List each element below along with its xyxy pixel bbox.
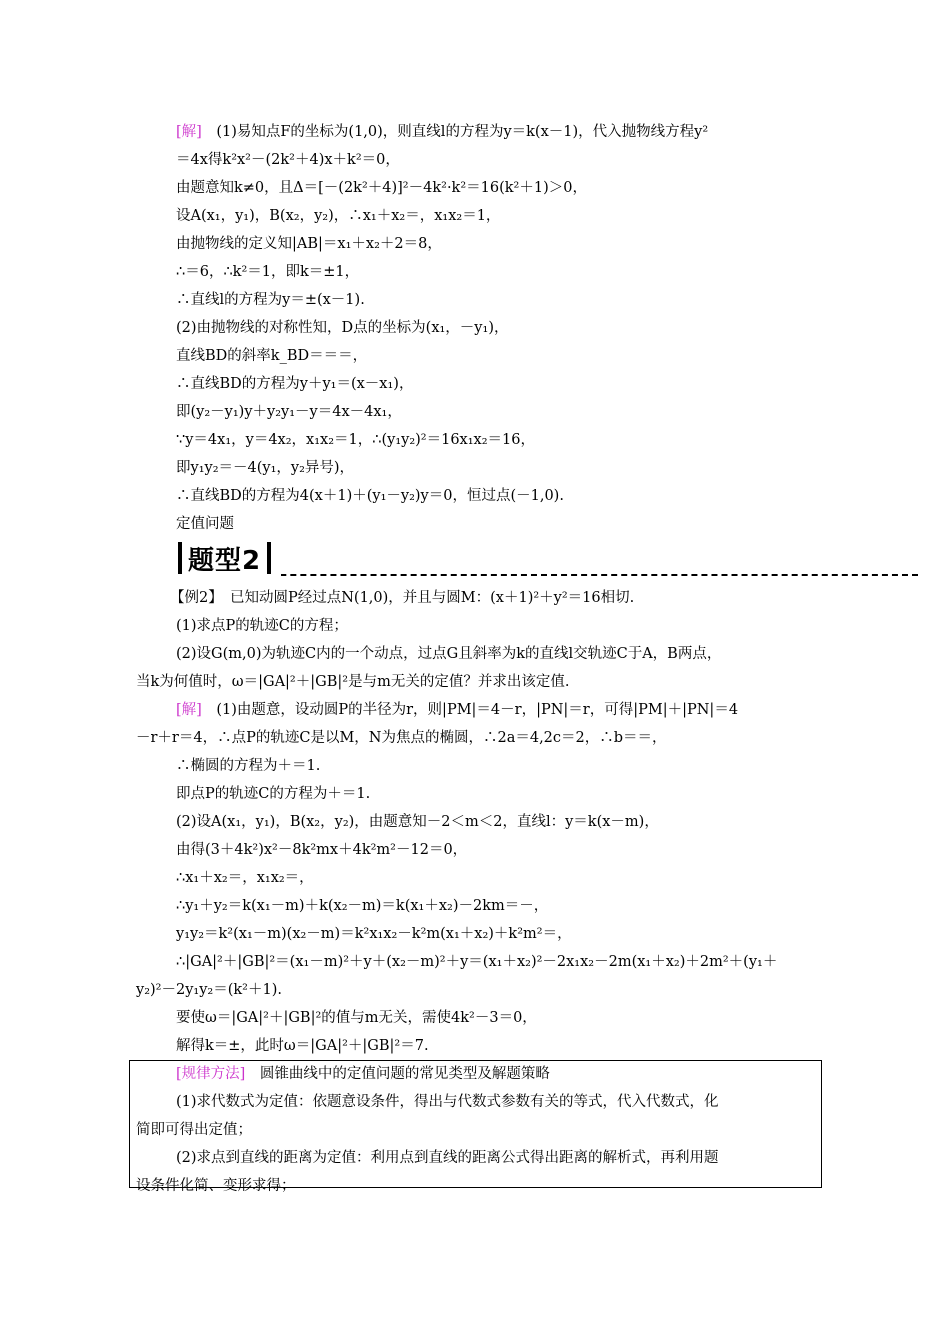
label-tag: [解]: [176, 702, 202, 718]
line-text: 即y₁y₂＝－4(y₁，y₂异号)，: [176, 460, 355, 476]
text-line-l16: [170, 588, 634, 608]
text-line-l35: [136, 1120, 252, 1140]
line-text: 简即可得出定值；: [136, 1122, 252, 1138]
text-line-l08: [176, 318, 508, 338]
line-text: 当k为何值时，ω＝|GA|²＋|GB|²是与m无关的定值？并求出该定值.: [136, 674, 570, 690]
text-line-l02: [176, 150, 400, 170]
heading-right-bar: [267, 542, 271, 574]
line-text: 圆锥曲线中的定值问题的常见类型及解题策略: [245, 1066, 550, 1082]
line-text: (2)求点到直线的距离为定值：利用点到直线的距离公式得出距离的解析式，再利用题: [176, 1150, 719, 1166]
text-line-l14: [176, 486, 564, 506]
section-heading-text: 题型2: [188, 545, 262, 576]
text-line-l20: [176, 700, 738, 720]
line-text: y₁y₂＝k²(x₁－m)(x₂－m)＝k²x₁x₂－k²m(x₁＋x₂)＋k²m²＝，: [176, 926, 572, 942]
line-text: 【例2】 已知动圆P经过点N(1,0)，并且与圆M：(x＋1)²＋y²＝16相切.: [170, 590, 635, 606]
line-text: 解得k＝±，此时ω＝|GA|²＋|GB|²＝7.: [176, 1038, 429, 1054]
text-line-l15: [176, 514, 234, 534]
text-line-l11: [176, 402, 402, 422]
text-line-l29: [176, 952, 777, 972]
text-line-l22: [176, 756, 320, 776]
text-line-l07: [176, 290, 365, 310]
line-text: 即点P的轨迹C的方程为＋＝1.: [176, 786, 371, 802]
text-line-l30: [136, 980, 282, 1000]
line-text: 定值问题: [176, 516, 234, 532]
text-line-l23: [176, 784, 370, 804]
text-line-l01: [176, 122, 708, 142]
label-tag: [规律方法]: [176, 1066, 246, 1082]
text-line-l26: [176, 868, 314, 888]
text-line-l19: [136, 672, 569, 692]
text-line-l13: [176, 458, 354, 478]
line-text: (2)设G(m,0)为轨迹C内的一个动点，过点G且斜率为k的直线l交轨迹C于A，B两点，: [176, 646, 722, 662]
line-text: (2)由抛物线的对称性知，D点的坐标为(x₁，－y₁)，: [176, 320, 509, 336]
text-line-l03: [176, 178, 587, 198]
line-text: (1)求代数式为定值：依题意设条件，得出与代数式参数有关的等式，代入代数式，化: [176, 1094, 719, 1110]
text-line-l10: [176, 374, 413, 394]
text-line-l05: [176, 234, 442, 254]
line-text: 设条件化简、变形求得；: [136, 1178, 296, 1194]
line-text: ∴y₁＋y₂＝k(x₁－m)＋k(x₂－m)＝k(x₁＋x₂)－2km＝－，: [176, 898, 549, 914]
line-text: ∴|GA|²＋|GB|²＝(x₁－m)²＋y＋(x₂－m)²＋y＝(x₁＋x₂)²－2x₁x₂－2m(x₁＋x₂)＋2m²＋(y₁＋: [176, 954, 778, 970]
text-line-l32: [176, 1036, 429, 1056]
text-line-l24: [176, 812, 659, 832]
line-text: ∴直线BD的方程为y＋y₁＝(x－x₁)，: [176, 376, 414, 392]
text-line-l28: [176, 924, 572, 944]
section-dashed-rule: [170, 574, 918, 576]
line-text: 由题意知k≠0，且Δ＝[－(2k²＋4)]²－4k²·k²＝16(k²＋1)＞0，: [176, 180, 587, 196]
text-line-l04: [176, 206, 500, 226]
text-line-l36: [176, 1148, 719, 1168]
line-text: ＝4x得k²x²－(2k²＋4)x＋k²＝0，: [176, 152, 400, 168]
text-line-l18: [176, 644, 721, 664]
line-text: (2)设A(x₁，y₁)，B(x₂，y₂)，由题意知－2＜m＜2，直线l：y＝k(x－m)，: [176, 814, 659, 830]
heading-left-bar: [178, 542, 182, 574]
text-line-l09: [176, 346, 367, 366]
text-line-l17: [176, 616, 348, 636]
label-tag: [解]: [176, 124, 202, 140]
text-line-l34: [176, 1092, 719, 1112]
text-line-l31: [176, 1008, 537, 1028]
section-heading: [168, 540, 281, 576]
line-text: ∴＝6，∴k²＝1，即k＝±1，: [176, 264, 360, 280]
text-line-l12: [176, 430, 535, 450]
line-text: 由抛物线的定义知|AB|＝x₁＋x₂＋2＝8，: [176, 236, 442, 252]
line-text: 由得(3＋4k²)x²－8k²mx＋4k²m²－12＝0，: [176, 842, 468, 858]
line-text: 设A(x₁，y₁)，B(x₂，y₂)，∴x₁＋x₂＝，x₁x₂＝1，: [176, 208, 501, 224]
text-line-l33: [176, 1064, 550, 1084]
text-line-l27: [176, 896, 548, 916]
text-line-l25: [176, 840, 467, 860]
text-line-l21: [136, 728, 667, 748]
line-text: ∴椭圆的方程为＋＝1.: [176, 758, 321, 774]
line-text: y₂)²－2y₁y₂＝(k²＋1).: [136, 982, 282, 998]
line-text: －r＋r＝4，∴点P的轨迹C是以M，N为焦点的椭圆，∴2a＝4,2c＝2，∴b＝＝，: [136, 730, 667, 746]
line-text: (1)求点P的轨迹C的方程；: [176, 618, 348, 634]
text-line-l06: [176, 262, 359, 282]
line-text: 直线BD的斜率k_BD＝＝＝，: [176, 348, 368, 364]
line-text: 即(y₂－y₁)y＋y₂y₁－y＝4x－4x₁，: [176, 404, 402, 420]
line-text: ∴x₁＋x₂＝，x₁x₂＝，: [176, 870, 314, 886]
line-text: ∴直线BD的方程为4(x＋1)＋(y₁－y₂)y＝0，恒过点(－1,0).: [176, 488, 564, 504]
text-line-l37: [136, 1176, 296, 1196]
line-text: (1)易知点F的坐标为(1,0)，则直线l的方程为y＝k(x－1)，代入抛物线方程y²: [201, 124, 709, 140]
line-text: ∵y＝4x₁，y＝4x₂，x₁x₂＝1，∴(y₁y₂)²＝16x₁x₂＝16，: [176, 432, 535, 448]
line-text: 要使ω＝|GA|²＋|GB|²的值与m无关，需使4k²－3＝0，: [176, 1010, 537, 1026]
line-text: (1)由题意，设动圆P的半径为r，则|PM|＝4－r，|PN|＝r，可得|PM|＋|PN|＝4: [201, 702, 739, 718]
line-text: ∴直线l的方程为y＝±(x－1).: [176, 292, 365, 308]
